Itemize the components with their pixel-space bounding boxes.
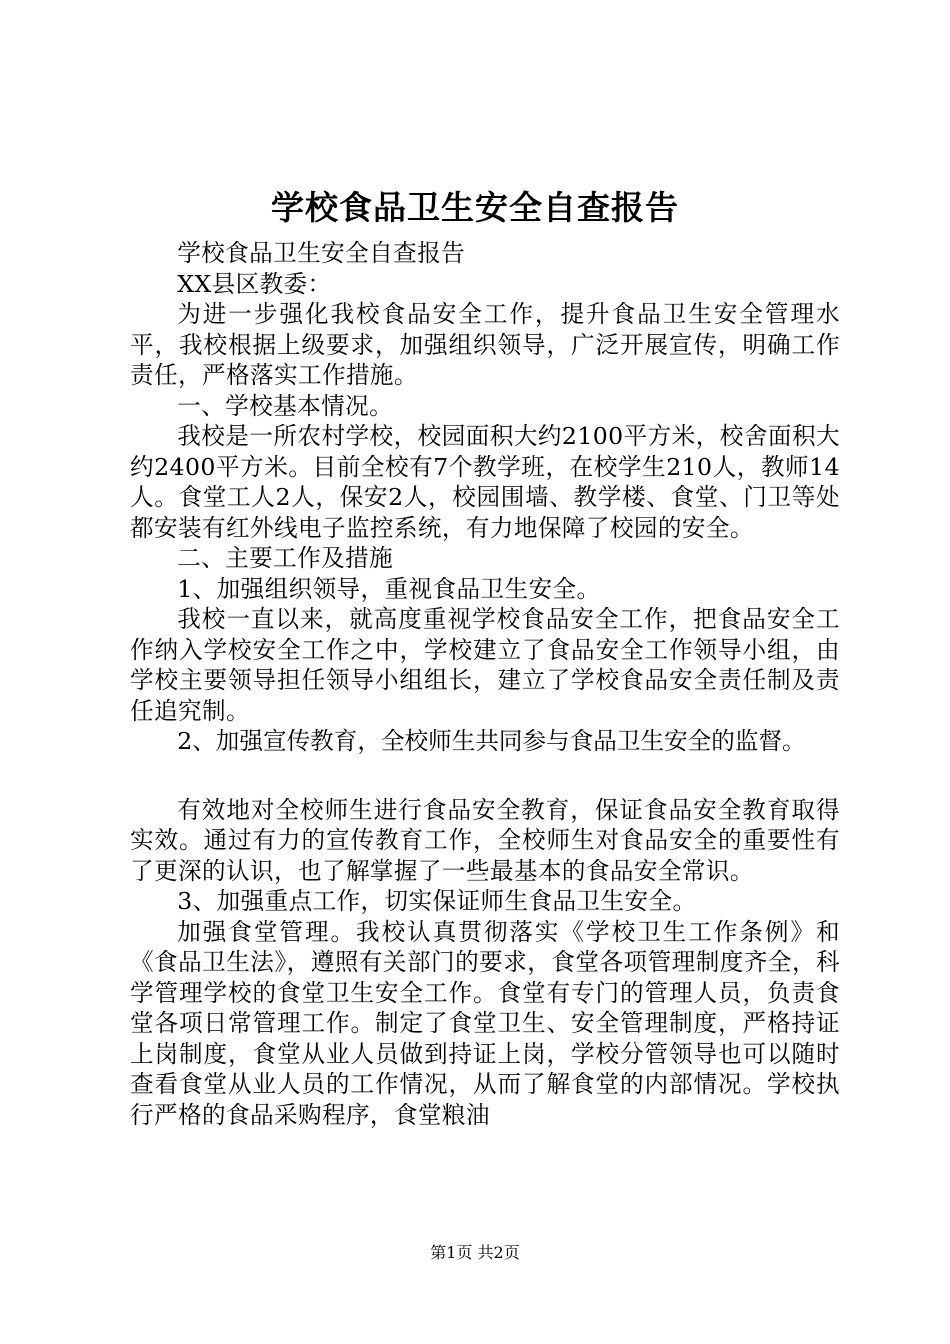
paragraph-education: 有效地对全校师生进行食品安全教育，保证食品安全教育取得实效。通过有力的宣传教育工作，全校师生对食品安全的重要性有了更深的认识，也了解掌握了一些最基本的食品安全常识。 [130,795,840,885]
paragraph-intro: 为进一步强化我校食品安全工作，提升食品卫生安全管理水平，我校根据上级要求，加强组织领导，广泛开展宣传，明确工作责任，严格落实工作措施。 [130,300,840,389]
paragraph-spacer [130,757,840,795]
page-title: 学校食品卫生安全自查报告 [271,188,679,227]
paragraph-basic-info: 我校是一所农村学校，校园面积大约2100平方米，校舍面积大约2400平方米。目前全校有7个教学班，在校学生210人，教师14人。食堂工人2人，保安2人，校园围墙、教学楼、食堂、门卫等处都安装有红外线电子监控系统，有力地保障了校园的安全。 [130,422,840,542]
paragraph-canteen: 加强食堂管理。我校认真贯彻落实《学校卫生工作条例》和《食品卫生法》，遵照有关部门的要求，食堂各项管理制度齐全，科学管理学校的食堂卫生安全工作。食堂有专门的管理人员，负责食堂各项日常管理工作。制定了食堂卫生、安全管理制度，严格持证上岗制度，食堂从业人员做到持证上岗，学校分管领导也可以随时查看食堂从业人员的工作情况，从而了解食堂的内部情况。学校执行严格的食品采购程序，食堂粮油 [130,917,840,1129]
subheading-education: 2、加强宣传教育，全校师生共同参与食品卫生安全的监督。 [177,727,806,755]
section-heading-measures: 二、主要工作及措施 [177,544,394,572]
paragraph-subtitle: 学校食品卫生安全自查报告 [177,239,466,267]
paragraph-salutation: XX县区教委： [177,269,332,298]
paragraph-leadership: 我校一直以来，就高度重视学校食品安全工作，把食品安全工作纳入学校安全工作之中，学校建立了食品安全工作领导小组，由学校主要领导担任领导小组组长，建立了学校食品安全责任制及责任追究制。 [130,605,840,725]
section-heading-basic-info: 一、学校基本情况。 [177,391,394,420]
subheading-leadership: 1、加强组织领导，重视食品卫生安全。 [177,574,601,603]
document-body [130,238,840,1130]
subheading-key-work: 3、加强重点工作，切实保证师生食品卫生安全。 [177,887,697,915]
page-footer: 第1页 共2页 [430,1243,520,1262]
